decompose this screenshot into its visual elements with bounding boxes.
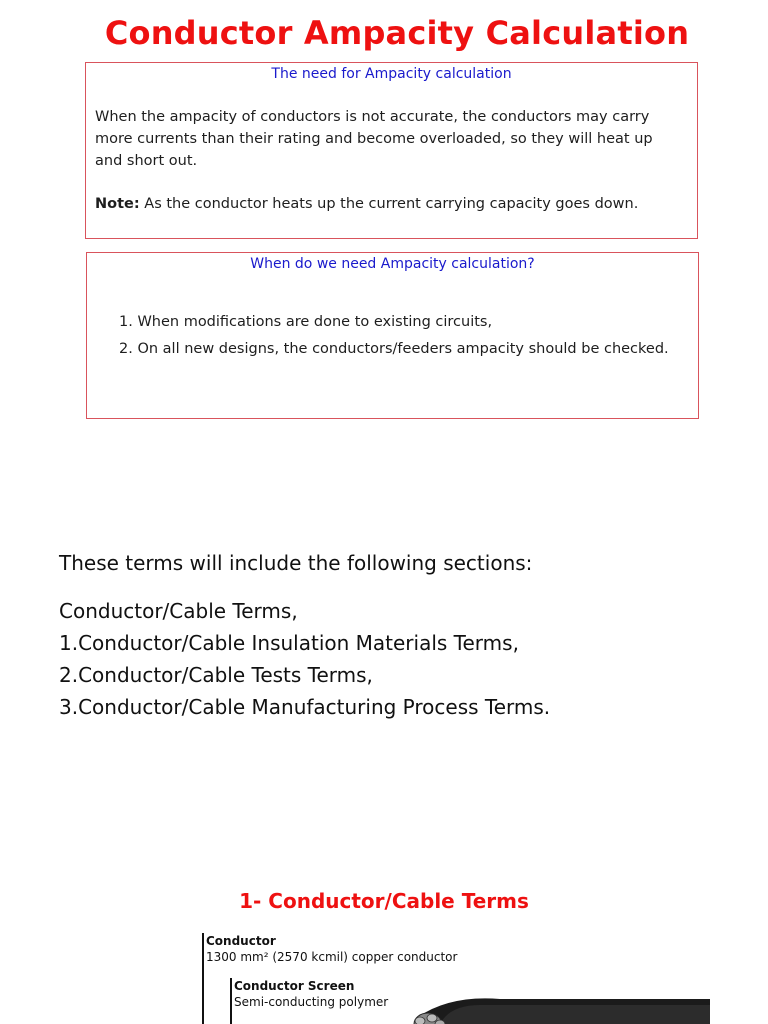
cable-cross-section-figure <box>150 925 710 1024</box>
page-title: Conductor Ampacity Calculation <box>104 14 690 52</box>
strand <box>415 1017 425 1024</box>
need-box-note <box>95 193 675 215</box>
sections-list <box>59 547 550 723</box>
section-item: Conductor/Cable Terms, <box>59 599 298 623</box>
section-item: 3.Conductor/Cable Manufacturing Process Terms. <box>59 695 551 719</box>
when-ampacity-box <box>86 252 699 419</box>
conductor-desc: 1300 mm² (2570 kcmil) copper conductor <box>206 950 458 964</box>
when-box-title: When do we need Ampacity calculation? <box>250 256 535 272</box>
list-item: 1. When modifications are done to existing circuits, <box>119 314 493 330</box>
need-for-ampacity-box <box>85 62 698 239</box>
sections-intro: These terms will include the following sections: <box>59 551 533 575</box>
list-item: 2. On all new designs, the conductors/feeders ampacity should be checked. <box>119 341 669 357</box>
section-item: 1.Conductor/Cable Insulation Materials Terms, <box>59 631 519 655</box>
section-heading: 1- Conductor/Cable Terms <box>239 889 529 913</box>
cable-illustration <box>150 925 710 1024</box>
conductor-title: Conductor <box>206 934 276 948</box>
screen-desc: Semi-conducting polymer <box>234 995 389 1009</box>
need-box-title: The need for Ampacity calculation <box>271 66 512 82</box>
when-box-list <box>119 311 669 365</box>
need-box-paragraph: When the ampacity of conductors is not accurate, the conductors may carry more currents than their rating and become overloaded, so they will heat up and short out. <box>95 109 653 169</box>
section-item: 2.Conductor/Cable Tests Terms, <box>59 663 373 687</box>
note-text: As the conductor heats up the current carrying capacity goes down. <box>139 196 639 212</box>
note-label: Note: <box>95 196 140 212</box>
cable-insulation <box>440 1005 710 1024</box>
screen-title: Conductor Screen <box>234 979 355 993</box>
strand <box>427 1014 437 1022</box>
